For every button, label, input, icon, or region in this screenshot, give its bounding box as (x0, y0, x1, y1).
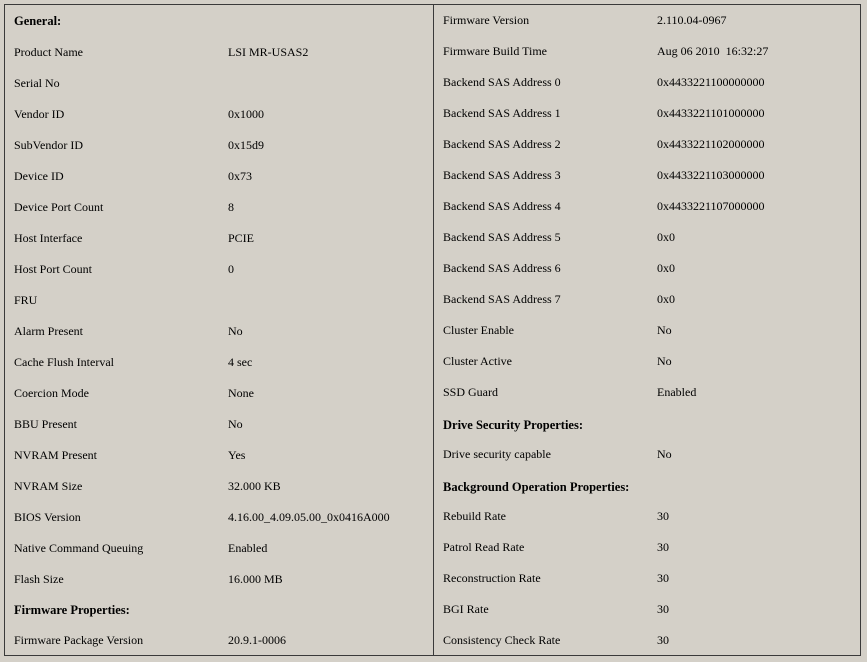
background-operation-section-header (434, 472, 860, 503)
property-row-backend-sas-address-3 (434, 160, 860, 191)
property-label: Backend SAS Address 6 (443, 261, 561, 275)
property-value: 30 (657, 509, 669, 523)
property-value: 0x4433221102000000 (657, 137, 765, 151)
property-label: Firmware Version (443, 13, 530, 27)
property-label: Rebuild Rate (443, 509, 506, 523)
property-value: 0x4433221103000000 (657, 168, 765, 182)
property-row-fru (5, 285, 433, 316)
property-row-backend-sas-address-7 (434, 284, 860, 315)
property-label: NVRAM Size (14, 479, 83, 493)
property-label: Firmware Package Version (14, 633, 144, 647)
property-row-cluster-active (434, 346, 860, 377)
property-value: 0x1000 (228, 107, 264, 121)
property-value: 0x4433221101000000 (657, 106, 765, 120)
section-title: General: (14, 14, 62, 28)
property-value: 20.9.1-0006 (228, 633, 286, 647)
property-row-nvram-present (5, 440, 433, 471)
property-label: Alarm Present (14, 324, 83, 338)
property-value: 8 (228, 200, 234, 214)
property-value: 0x0 (657, 292, 675, 306)
left-properties-column (5, 5, 434, 655)
property-value: 32.000 KB (228, 479, 281, 493)
property-value: LSI MR-USAS2 (228, 45, 309, 59)
property-label: Firmware Build Time (443, 44, 548, 58)
property-label: Backend SAS Address 5 (443, 230, 561, 244)
property-label: Product Name (14, 45, 83, 59)
property-row-backend-sas-address-6 (434, 253, 860, 284)
property-label: SSD Guard (443, 385, 499, 399)
property-label: Coercion Mode (14, 386, 89, 400)
property-label: Vendor ID (14, 107, 65, 121)
property-row-coercion-mode (5, 378, 433, 409)
property-row-ssd-guard (434, 377, 860, 408)
property-row-host-interface (5, 223, 433, 254)
property-label: Device ID (14, 169, 64, 183)
property-label: NVRAM Present (14, 448, 97, 462)
property-label: Reconstruction Rate (443, 571, 541, 585)
controller-properties-panel (4, 4, 861, 656)
property-row-cluster-enable (434, 315, 860, 346)
property-label: Host Interface (14, 231, 83, 245)
property-value: Enabled (228, 541, 268, 555)
section-title: Background Operation Properties: (443, 480, 630, 494)
property-label: FRU (14, 293, 38, 307)
property-value: 30 (657, 633, 669, 647)
general-section-header (5, 6, 433, 37)
property-row-backend-sas-address-0 (434, 67, 860, 98)
property-row-reconstruction-rate (434, 563, 860, 594)
property-value: 0x4433221107000000 (657, 199, 765, 213)
property-value: 0x0 (657, 261, 675, 275)
property-row-bios-version (5, 502, 433, 533)
property-value: 30 (657, 540, 669, 554)
property-value: None (228, 386, 254, 400)
section-title: Drive Security Properties: (443, 418, 583, 432)
property-value: Yes (228, 448, 246, 462)
property-row-alarm-present (5, 316, 433, 347)
property-value: 0 (228, 262, 234, 276)
property-value: 0x0 (657, 230, 675, 244)
property-row-host-port-count (5, 254, 433, 285)
property-row-firmware-package-version (5, 625, 433, 656)
property-label: SubVendor ID (14, 138, 83, 152)
property-value: 16.000 MB (228, 572, 283, 586)
property-label: Backend SAS Address 2 (443, 137, 561, 151)
property-label: BIOS Version (14, 510, 81, 524)
property-label: Cache Flush Interval (14, 355, 114, 369)
property-value: No (657, 323, 672, 337)
property-row-device-port-count (5, 192, 433, 223)
property-value: No (657, 447, 672, 461)
property-row-serial-no (5, 68, 433, 99)
property-label: Backend SAS Address 0 (443, 75, 561, 89)
property-value: 4.16.00_4.09.05.00_0x0416A000 (228, 510, 390, 524)
property-label: Backend SAS Address 1 (443, 106, 561, 120)
property-value: 30 (657, 571, 669, 585)
property-label: Backend SAS Address 4 (443, 199, 561, 213)
property-label: Serial No (14, 76, 60, 90)
property-row-bbu-present (5, 409, 433, 440)
property-value: No (228, 417, 243, 431)
property-row-firmware-version (434, 5, 860, 36)
property-label: Cluster Enable (443, 323, 514, 337)
property-row-backend-sas-address-1 (434, 98, 860, 129)
firmware-section-header (5, 595, 433, 626)
property-row-backend-sas-address-2 (434, 129, 860, 160)
property-value: No (228, 324, 243, 338)
property-label: Cluster Active (443, 354, 512, 368)
property-label: Backend SAS Address 7 (443, 292, 561, 306)
property-label: Backend SAS Address 3 (443, 168, 561, 182)
property-label: Flash Size (14, 572, 64, 586)
property-row-backend-sas-address-4 (434, 191, 860, 222)
property-row-native-command-queuing (5, 533, 433, 564)
property-label: Host Port Count (14, 262, 93, 276)
property-row-bgi-rate (434, 594, 860, 625)
property-row-backend-sas-address-5 (434, 222, 860, 253)
property-row-subvendor-id (5, 130, 433, 161)
property-value: 0x4433221100000000 (657, 75, 765, 89)
property-row-nvram-size (5, 471, 433, 502)
property-row-firmware-build-time (434, 36, 860, 67)
right-properties-column (434, 5, 860, 655)
property-value: 4 sec (228, 355, 253, 369)
property-value: 2.110.04-0967 (657, 13, 727, 27)
property-label: Consistency Check Rate (443, 633, 561, 647)
property-label: BGI Rate (443, 602, 489, 616)
property-value: No (657, 354, 672, 368)
property-row-drive-security-capable (434, 439, 860, 470)
property-value: 30 (657, 602, 669, 616)
property-value: Enabled (657, 385, 697, 399)
property-value: Aug 06 2010 16:32:27 (657, 44, 769, 58)
property-row-vendor-id (5, 99, 433, 130)
property-row-patrol-read-rate (434, 532, 860, 563)
property-value: PCIE (228, 231, 255, 245)
property-label: Patrol Read Rate (443, 540, 525, 554)
property-row-flash-size (5, 564, 433, 595)
property-value: 0x15d9 (228, 138, 264, 152)
property-row-consistency-check-rate (434, 625, 860, 656)
property-row-cache-flush-interval (5, 347, 433, 378)
property-label: Drive security capable (443, 447, 551, 461)
property-label: Native Command Queuing (14, 541, 144, 555)
property-row-product-name (5, 37, 433, 68)
section-title: Firmware Properties: (14, 603, 130, 617)
drive-security-section-header (434, 410, 860, 441)
property-label: Device Port Count (14, 200, 104, 214)
property-row-rebuild-rate (434, 501, 860, 532)
property-row-device-id (5, 161, 433, 192)
property-label: BBU Present (14, 417, 77, 431)
property-value: 0x73 (228, 169, 252, 183)
